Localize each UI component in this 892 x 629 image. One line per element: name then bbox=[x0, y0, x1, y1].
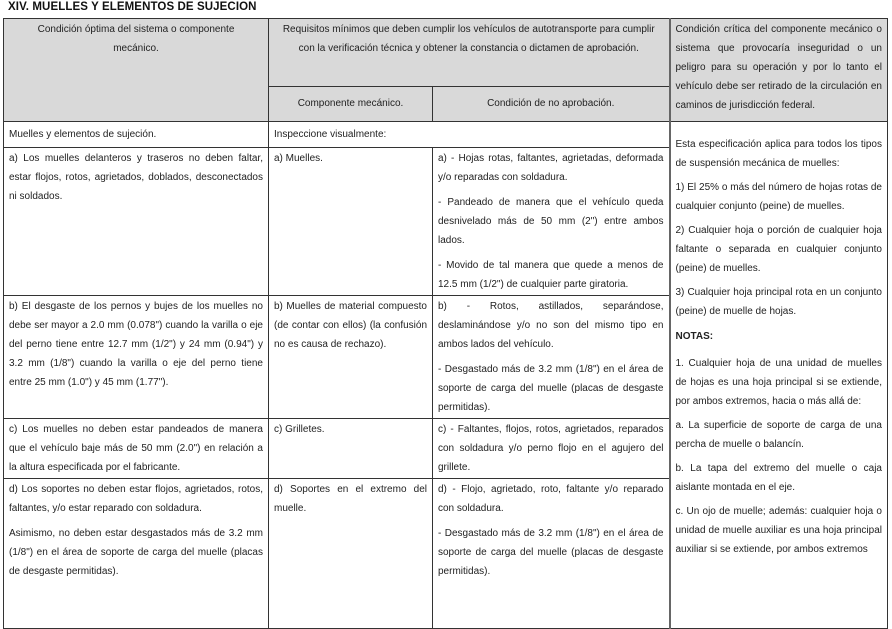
optimal-cell: a) Los muelles delanteros y traseros no deben faltar, estar flojos, rotos, agrietados, doblados, desconectados ni soldados. bbox=[4, 148, 269, 296]
optimal-cell: b) El desgaste de los pernos y bujes de los muelles no debe ser mayor a 2.0 mm (0.078") cuando la varilla o eje del perno tiene entre 12.7 mm (1/2") y 24 mm (0.94") y 3.2 mm (1/8") cuando la varilla o eje del perno tiene entre 25 mm (1.0") y 45 mm (1.77"). bbox=[4, 296, 269, 419]
no-approval-cell: a) - Hojas rotas, faltantes, agrietadas, deformada y/o reparadas con soldadura. - Pandeado de manera que el vehículo queda desnivelado más de 50 mm (2") entre ambos lados. - Movido de tal manera que quede a menos de 12.5 mm (1/2") de cualquier parte giratoria. bbox=[433, 148, 670, 296]
notes-label: NOTAS: bbox=[675, 331, 714, 342]
critical-item: 3) Cualquier hoja principal rota en un conjunto (peine) de muelle de hojas. bbox=[675, 287, 882, 317]
component-cell: d) Soportes en el extremo del muelle. bbox=[269, 479, 433, 629]
header-requirements: Requisitos mínimos que deben cumplir los vehículos de autotransporte para cumplir con la verificación técnica y obtener la constancia o dictamen de aprobación. bbox=[269, 19, 670, 87]
header-no-approval: Condición de no aprobación. bbox=[433, 86, 670, 121]
critical-item: 1) El 25% o más del número de hojas rotas de cualquier conjunto (peine) de muelles. bbox=[675, 182, 882, 212]
no-approval-cell: c) - Faltantes, flojos, rotos, agrietados, reparados con soldadura y/o perno flojo en el agujero del grillete. bbox=[433, 419, 670, 479]
critical-item: 2) Cualquier hoja o porción de cualquier hoja faltante o separada en cualquier conjunto (peine) de muelles. bbox=[675, 225, 882, 274]
note: 1. Cualquier hoja de una unidad de muelles de hojas es una hoja principal si se extiende, por ambos extremos, hacia o más allá de: bbox=[675, 358, 882, 407]
optimal-cell: d) Los soportes no deben estar flojos, agrietados, rotos, faltantes, y/o estar reparado con soldadura. Asimismo, no deben estar desgastados más de 3.2 mm (1/8") en el área de soporte de carga del muelle (placas de desgaste permitidas). bbox=[4, 479, 269, 629]
critical-condition bbox=[670, 122, 888, 629]
section-requirements: Inspeccione visualmente: bbox=[269, 122, 670, 148]
no-approval-cell: b) - Rotos, astillados, separándose, deslaminándose y/o no son del mismo tipo en ambos lados del vehículo. - Desgastado más de 3.2 mm (1/8") en el área de soporte de carga del muelle (placas de desgaste permitidas). bbox=[433, 296, 670, 419]
section-title: XIV. MUELLES Y ELEMENTOS DE SUJECION bbox=[8, 1, 257, 13]
header-component: Componente mecánico. bbox=[269, 86, 433, 121]
note: a. La superficie de soporte de carga de una percha de muelle o balancín. bbox=[675, 420, 882, 450]
component-cell: c) Grilletes. bbox=[269, 419, 433, 479]
critical-intro: Esta especificación aplica para todos los tipos de suspensión mecánica de muelles: bbox=[675, 139, 882, 169]
inspection-table bbox=[3, 18, 888, 629]
note: b. La tapa del extremo del muelle o caja aislante montada en el eje. bbox=[675, 463, 882, 493]
section-optimal: Muelles y elementos de sujeción. bbox=[4, 122, 269, 148]
note: c. Un ojo de muelle; además: cualquier hoja o unidad de muelle auxiliar es una hoja principal auxiliar si se extiende, por ambos extremos bbox=[675, 506, 882, 555]
component-cell: a) Muelles. bbox=[269, 148, 433, 296]
optimal-cell: c) Los muelles no deben estar pandeados de manera que el vehículo baje más de 50 mm (2.0") en relación a la altura especificada por el fabricante. bbox=[4, 419, 269, 479]
no-approval-cell: d) - Flojo, agrietado, roto, faltante y/o reparado con soldadura. - Desgastado más de 3.2 mm (1/8") en el área de soporte de carga del muelle (placas de desgaste permitidas). bbox=[433, 479, 670, 629]
component-cell: b) Muelles de material compuesto (de contar con ellos) (la confusión no es causa de rechazo). bbox=[269, 296, 433, 419]
header-critical: Condición crítica del componente mecánico o sistema que provocaría inseguridad o un peligro para su operación y por lo tanto el vehículo debe ser retirado de la circulación en caminos de jurisdicción federal. bbox=[670, 19, 888, 122]
header-optimal: Condición óptima del sistema o componente mecánico. bbox=[4, 19, 269, 122]
